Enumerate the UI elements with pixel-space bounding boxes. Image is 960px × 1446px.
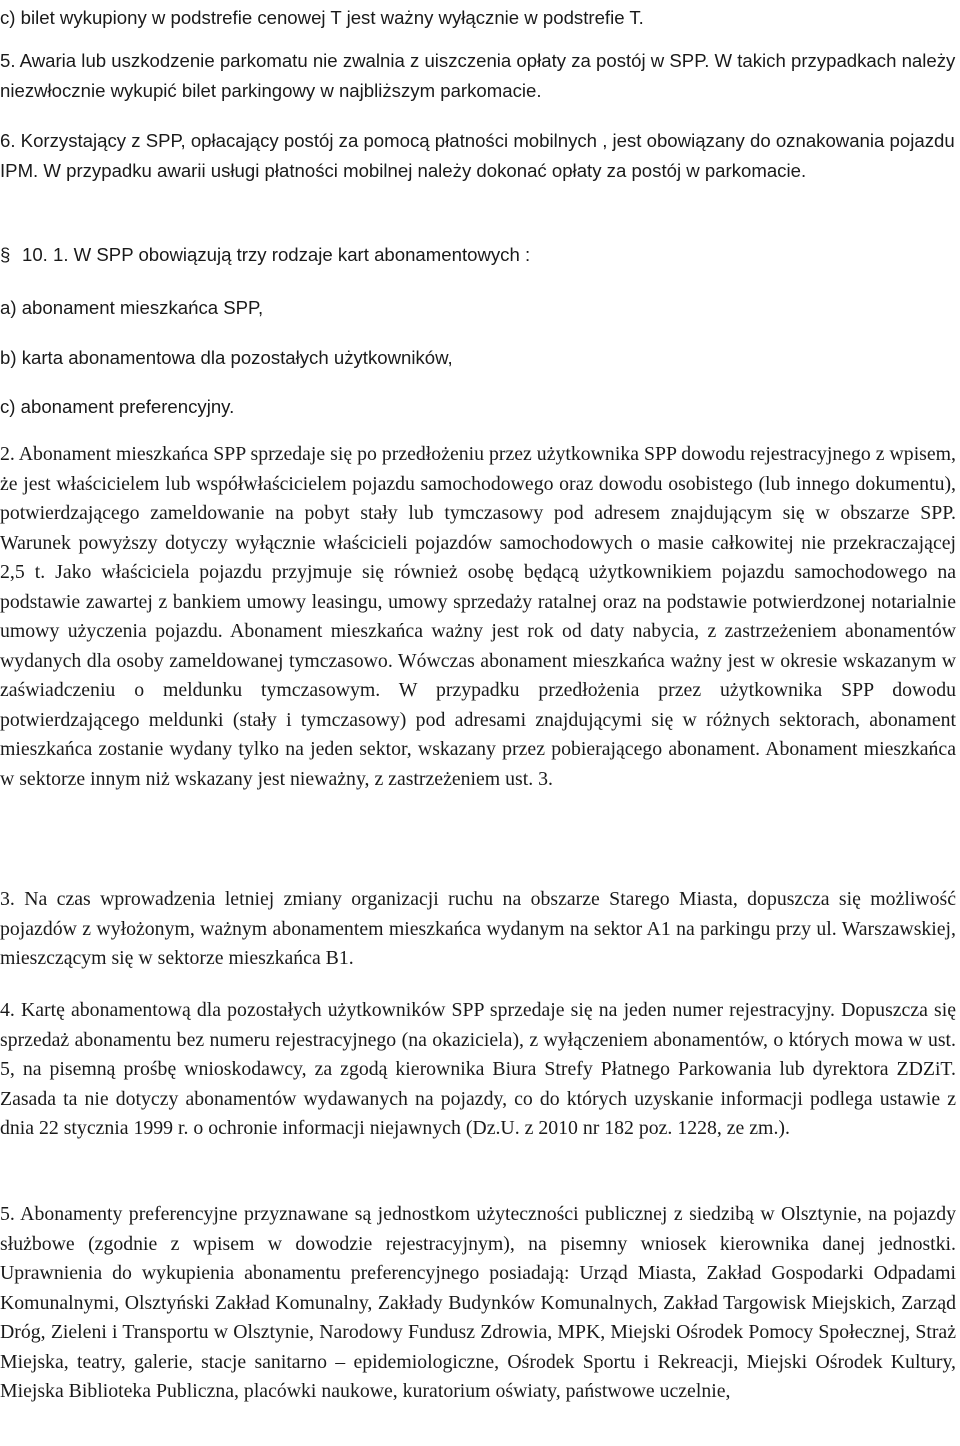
paragraph-5: 5. Awaria lub uszkodzenie parkomatu nie zwalnia z uiszczenia opłaty za postój w SPP. W takich przypadkach należy niezwłocznie wykupić bilet parkingowy w najbliższym parkomacie.: [0, 50, 956, 101]
paragraph-6: 6. Korzystający z SPP, opłacający postój za pomocą płatności mobilnych , jest obowiązany do oznakowania pojazdu IPM. W przypadku awarii usługi płatności mobilnej należy dokonać opłaty za postój w parkomacie.: [0, 130, 955, 181]
paragraph-4: 4. Kartę abonamentową dla pozostałych użytkowników SPP sprzedaje się na jeden numer rejestracyjny. Dopuszcza się sprzedaż abonamentu bez numeru rejestracyjnego (na okaziciela), z wyłączeniem abonamentów, o których mowa w ust. 5, na pisemną prośbę wnioskodawcy, za zgodą kierownika Biura Strefy Płatnego Parkowania lub dyrektora ZDZiT. Zasada ta nie dotyczy abonamentów wydawanych na pojazdy, co do których uzyskanie informacji podlega ustawie z dnia 22 stycznia 1999 r. o ochronie informacji niejawnych (Dz.U. z 2010 nr 182 poz. 1228, ze zm.).: [0, 999, 956, 1139]
list-item-a: a) abonament mieszkańca SPP,: [0, 297, 264, 318]
list-item-b: b) karta abonamentowa dla pozostałych użytkowników,: [0, 347, 453, 368]
paragraph-c-tail: c) bilet wykupiony w podstrefie cenowej T jest ważny wyłącznie w podstrefie T.: [0, 7, 644, 28]
paragraph-2: 2. Abonament mieszkańca SPP sprzedaje się po przedłożeniu przez użytkownika SPP dowodu rejestracyjnego z wpisem, że jest właścicielem lub współwłaścicielem pojazdu samochodowego oraz dowodu osobistego (lub innego dokumentu), potwierdzającego zameldowanie na pobyt stały lub tymczasowy pod adresem znajdującym się w obszarze SPP. Warunek powyższy dotyczy wyłącznie właścicieli pojazdów samochodowych o masie całkowitej nie przekraczającej 2,5 t. Jako właściciela pojazdu przyjmuje się również osobę będącą użytkownikiem pojazdu samochodowego na podstawie zawartej z bankiem umowy leasingu, umowy sprzedaży ratalnej oraz na podstawie potwierdzonej notarialnie umowy użyczenia pojazdu. Abonament mieszkańca ważny jest rok od daty nabycia, z zastrzeżeniem abonamentów wydanych dla osoby zameldowanej tymczasowo. Wówczas abonament mieszkańca ważny jest w okresie wskazanym w zaświadczeniu o meldunku tymczasowym. W przypadku przedłożenia przez użytkownika SPP dowodu potwierdzającego meldunki (stały i tymczasowy) pod adresami znajdującymi się w różnych sektorach, abonament mieszkańca zostanie wydany tylko na jeden sektor, wskazany przez pobierającego abonament. Abonament mieszkańca w sektorze innym niż wskazany jest nieważny, z zastrzeżeniem ust. 3.: [0, 443, 956, 790]
section-sign: §: [0, 244, 11, 265]
section-10-point-1: 10. 1. W SPP obowiązują trzy rodzaje kart abonamentowych :: [22, 244, 531, 265]
paragraph-3: 3. Na czas wprowadzenia letniej zmiany organizacji ruchu na obszarze Starego Miasta, dopuszcza się możliwość pojazdów z wyłożonym, ważnym abonamentem mieszkańca wydanym na sektor A1 na parkingu przy ul. Warszawskiej, mieszczącym się w sektorze mieszkańca B1.: [0, 888, 956, 969]
section-10-heading: [0, 240, 956, 270]
paragraph-5-preferential: 5. Abonamenty preferencyjne przyznawane są jednostkom użyteczności publicznej z siedzibą w Olsztynie, na pojazdy służbowe (zgodnie z wpisem w dowodzie rejestracyjnym), na pisemny wniosek kierownika danej jednostki. Uprawnienia do wykupienia abonamentu preferencyjnego posiadają: Urząd Miasta, Zakład Gospodarki Odpadami Komunalnymi, Olsztyński Zakład Komunalny, Zakłady Budynków Komunalnych, Zakład Targowisk Miejskich, Zarząd Dróg, Zieleni i Transportu w Olsztynie, Narodowy Fundusz Zdrowia, MPK, Miejski Ośrodek Pomocy Społecznej, Straż Miejska, teatry, galerie, stacje sanitarno – epidemiologiczne, Ośrodek Sportu i Rekreacji, Miejski Ośrodek Kultury, Miejska Biblioteka Publiczna, placówki naukowe, kuratorium oświaty, państwowe uczelnie,: [0, 1203, 956, 1402]
list-item-c: c) abonament preferencyjny.: [0, 396, 235, 417]
